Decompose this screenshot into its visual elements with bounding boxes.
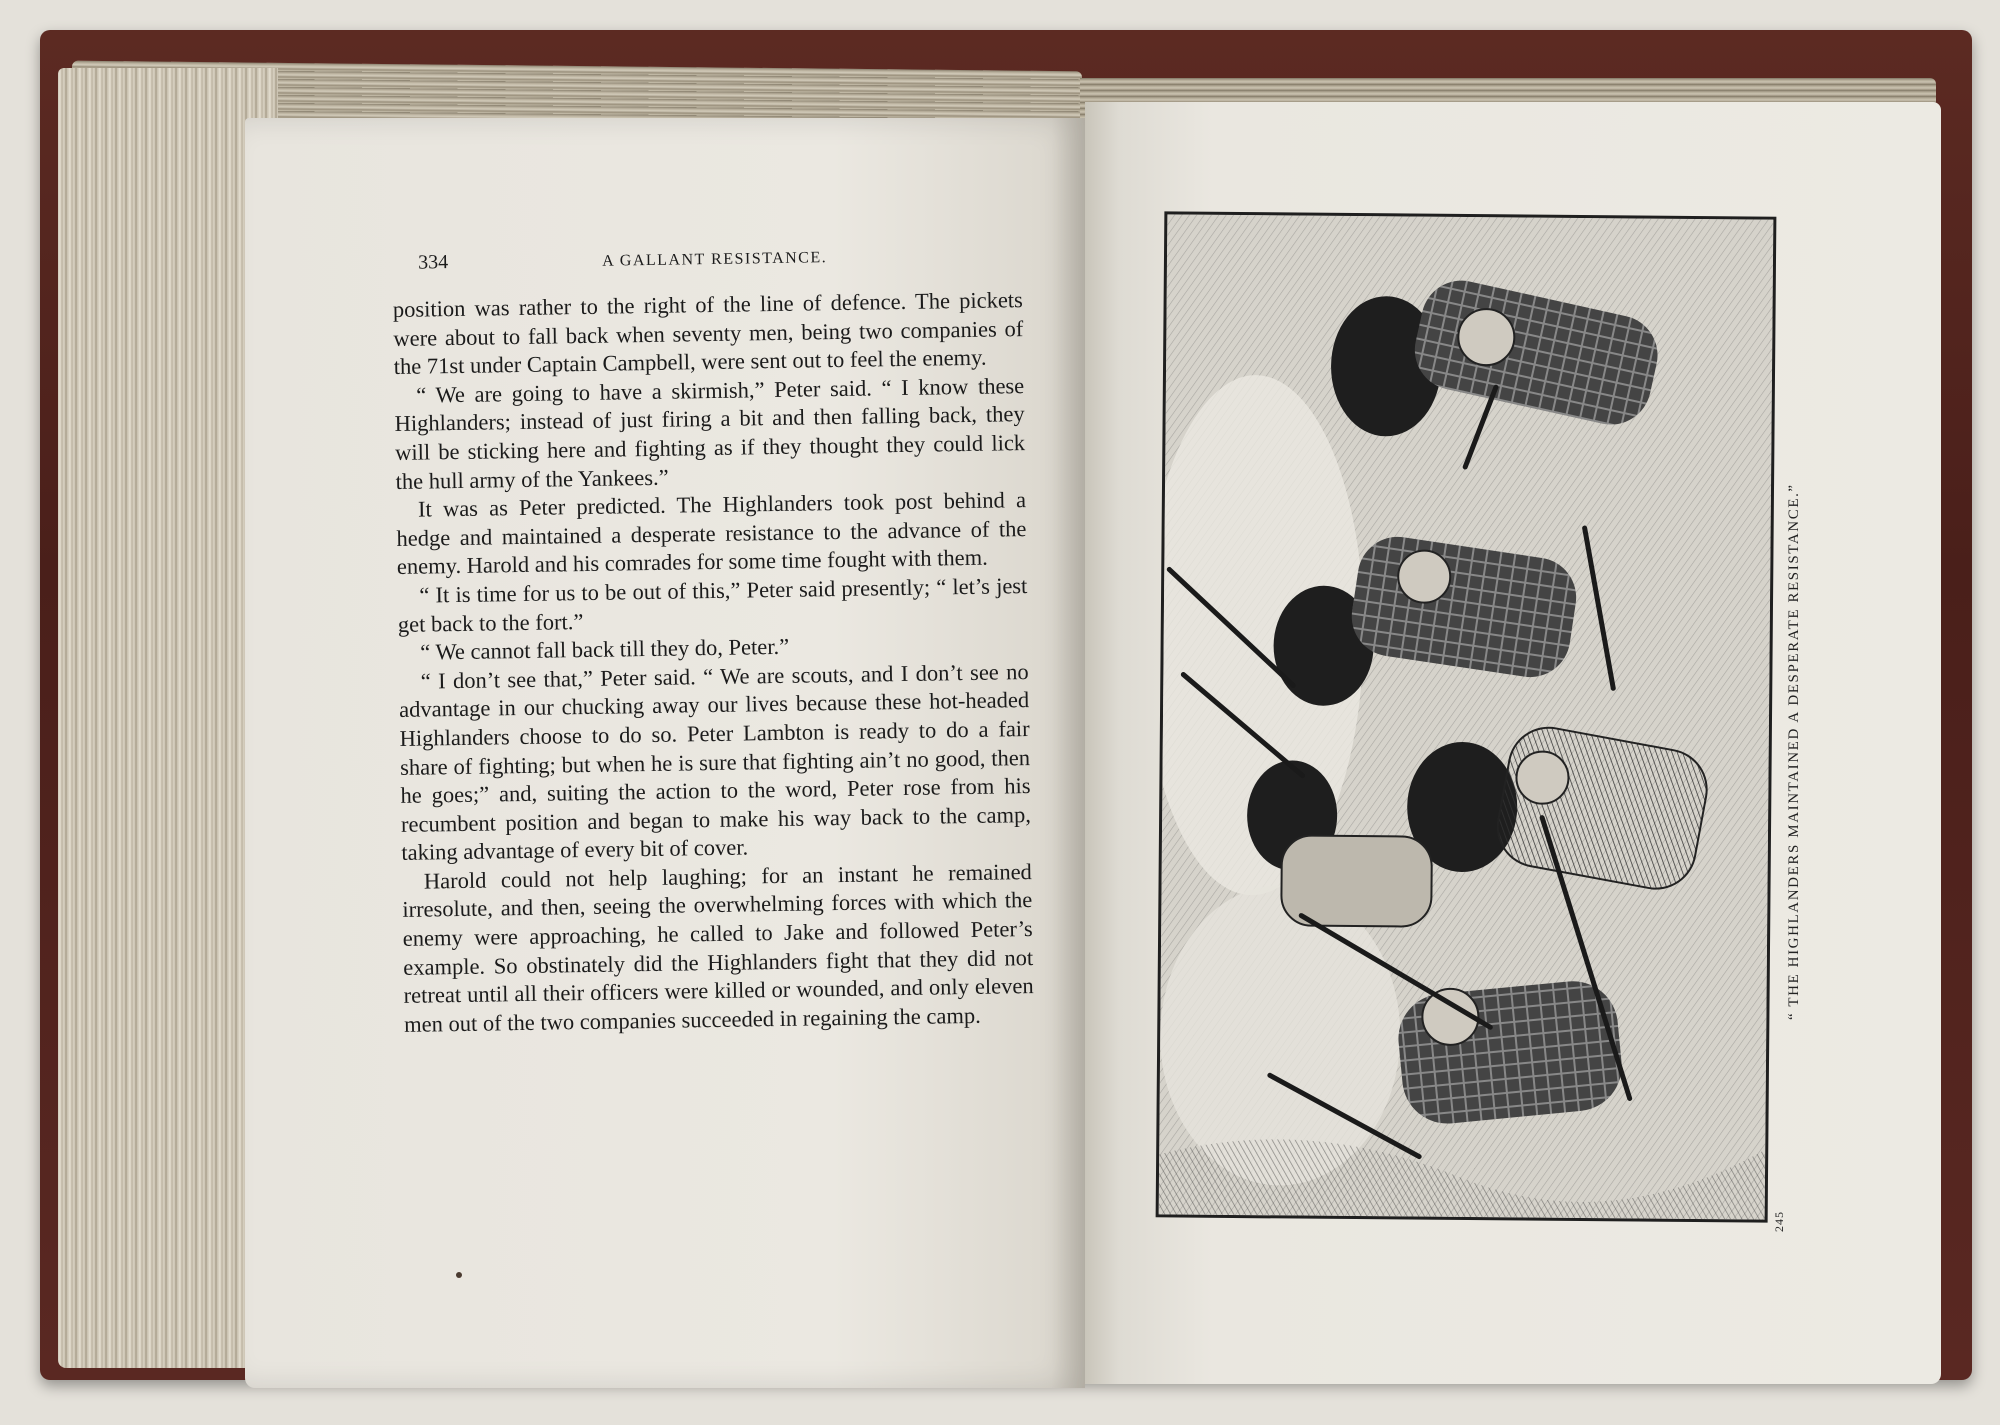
chapter-heading: A GALLANT RESISTANCE. <box>602 249 828 270</box>
engraving-illustration <box>1156 211 1777 1222</box>
paragraph: “ It is time for us to be out of this,” Peter said presently; “ let’s jest get back to the fort.” <box>397 573 1028 637</box>
paragraph: “ We cannot fall back till they do, Peter.” <box>420 633 790 665</box>
highlander-figure-5 <box>1393 975 1627 1129</box>
paper-speck <box>456 1272 462 1278</box>
battle-scene-engraving <box>1159 214 1774 1219</box>
paragraph: “ We are going to have a skirmish,” Peter said. “ I know these Highlanders; instead of just firing a bit and then falling back, they will be sticking here and fighting as if they thought they could lick the hull army of the Yankees.” <box>394 372 1026 494</box>
paragraph: It was as Peter predicted. The Highlanders took post behind a hedge and maintained a desperate resistance to the advance of the enemy. Harold and his comrades for some time fought with them. <box>396 487 1027 580</box>
left-page-text <box>392 242 1034 1039</box>
paragraph: Harold could not help laughing; for an instant he remained irresolute, and then, seeing the overwhelming forces with which the enemy were approaching, he called to Jake and followed Peter’s example. So obstinately did the Highlanders fight that they did not retreat until all their officers were killed or wounded, and only eleven men out of the two companies succeeded in regaining the camp. <box>402 858 1034 1037</box>
illustration-caption: “ THE HIGHLANDERS MAINTAINED A DESPERATE RESISTANCE.” <box>1786 483 1802 1020</box>
page-number: 334 <box>417 251 449 274</box>
paragraph: “ I don’t see that,” Peter said. “ We are scouts, and I don’t see no advantage in our chucking away our lives because these hot-headed Highlanders choose to do so. Peter Lambton is ready to do a fair share of fighting; but when he is sure that fighting ain’t no good, then he goes;” and, suiting the action to the word, Peter rose from his recumbent position and began to make his way back to the camp, taking advantage of every bit of cover. <box>398 658 1032 866</box>
paragraph: position was rather to the right of the line of defence. The pickets were about to fall back when seventy men, being two companies of the 71st under Captain Campbell, were sent out to feel the enemy. <box>392 287 1024 380</box>
plate-number: 245 <box>1772 1211 1786 1232</box>
